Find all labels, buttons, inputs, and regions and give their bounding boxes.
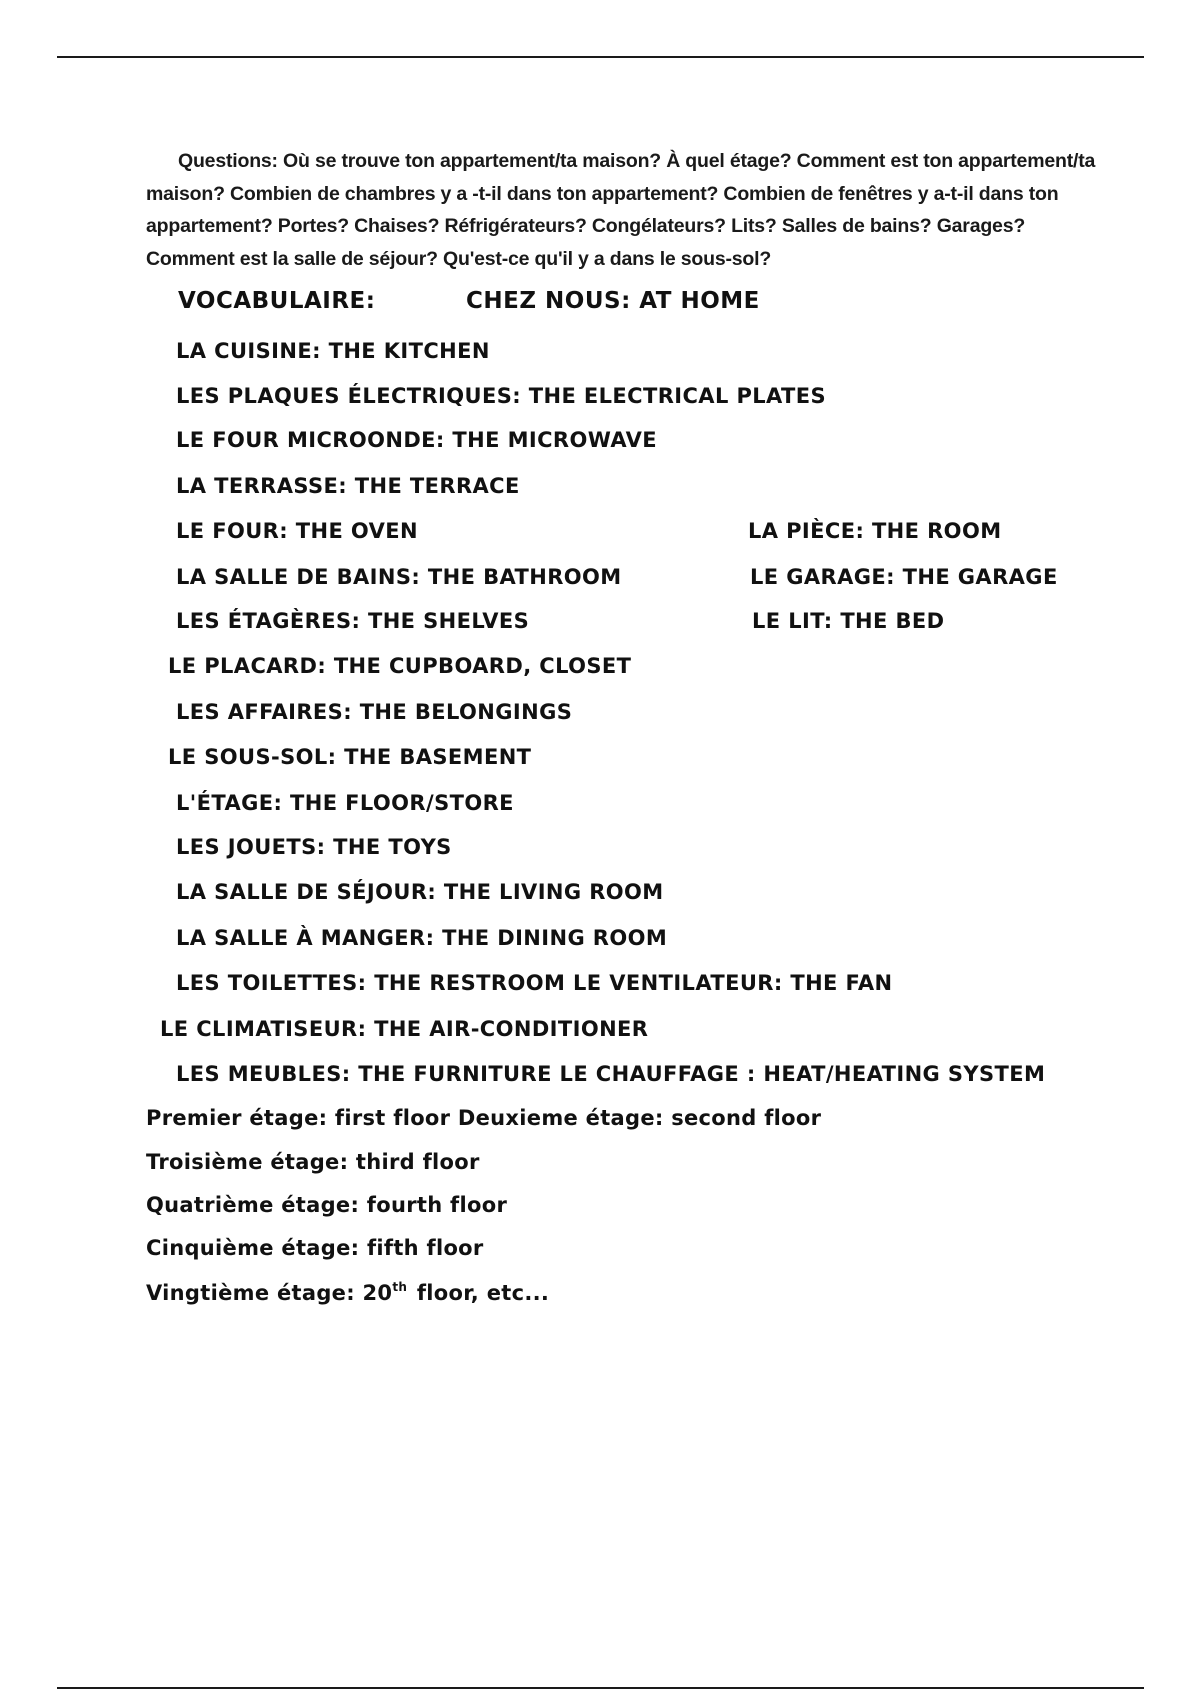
- floor-item: Premier étage: first floor Deuxieme étage: second floor: [146, 1106, 822, 1130]
- vocab-item: LE FOUR MICROONDE: THE MICROWAVE: [176, 428, 657, 452]
- top-rule: [57, 56, 1144, 58]
- floor-text-before: Vingtième étage: 20: [146, 1281, 393, 1305]
- vocab-item: LE CLIMATISEUR: THE AIR-CONDITIONER: [160, 1017, 649, 1041]
- floor-item: Cinquième étage: fifth floor: [146, 1236, 484, 1260]
- floor-item: Quatrième étage: fourth floor: [146, 1193, 508, 1217]
- vocab-item: LE PLACARD: THE CUPBOARD, CLOSET: [168, 654, 632, 678]
- ordinal-superscript: th: [392, 1280, 408, 1294]
- vocab-item: L'ÉTAGE: THE FLOOR/STORE: [176, 791, 514, 815]
- questions-paragraph: Questions: Où se trouve ton appartement/ta maison? À quel étage? Comment est ton appartement/ta maison? Combien de chambres y a -t-il dans ton appartement? Combien de fenêtres y a-t-il dans ton appartement? Portes? Chaises? Réfrigérateurs? Congélateurs? Lits? Salles de bains? Garages? Comment est la salle de séjour? Qu'est-ce qu'il y a dans le sous-sol?: [146, 150, 1096, 270]
- chez-nous-heading: CHEZ NOUS: AT HOME: [466, 288, 760, 314]
- vocab-item: LES PLAQUES ÉLECTRIQUES: THE ELECTRICAL PLATES: [176, 384, 827, 408]
- vocab-item: LE GARAGE: THE GARAGE: [750, 565, 1058, 589]
- vocab-item: LE LIT: THE BED: [752, 609, 945, 633]
- vocab-item: LA CUISINE: THE KITCHEN: [176, 339, 490, 363]
- vocab-item: LA SALLE DE BAINS: THE BATHROOM: [176, 565, 622, 589]
- vocab-item: LE SOUS-SOL: THE BASEMENT: [168, 745, 532, 769]
- vocabulary-heading: VOCABULAIRE:: [178, 288, 376, 314]
- vocab-item: LES MEUBLES: THE FURNITURE LE CHAUFFAGE : HEAT/HEATING SYSTEM: [176, 1062, 1046, 1086]
- floor-text-after: floor, etc...: [409, 1281, 550, 1305]
- floor-item-twentieth: [146, 1280, 549, 1305]
- vocab-item: LES ÉTAGÈRES: THE SHELVES: [176, 609, 530, 633]
- vocab-item: LA PIÈCE: THE ROOM: [748, 519, 1002, 543]
- bottom-rule: [57, 1687, 1144, 1689]
- vocab-item: LES TOILETTES: THE RESTROOM LE VENTILATEUR: THE FAN: [176, 971, 893, 995]
- vocab-item: LES AFFAIRES: THE BELONGINGS: [176, 700, 573, 724]
- vocab-item: LA SALLE DE SÉJOUR: THE LIVING ROOM: [176, 880, 664, 904]
- vocab-item: LES JOUETS: THE TOYS: [176, 835, 452, 859]
- vocab-item: LA TERRASSE: THE TERRACE: [176, 474, 520, 498]
- vocab-item: LA SALLE À MANGER: THE DINING ROOM: [176, 926, 668, 950]
- vocab-item: LE FOUR: THE OVEN: [176, 519, 418, 543]
- floor-item: Troisième étage: third floor: [146, 1150, 480, 1174]
